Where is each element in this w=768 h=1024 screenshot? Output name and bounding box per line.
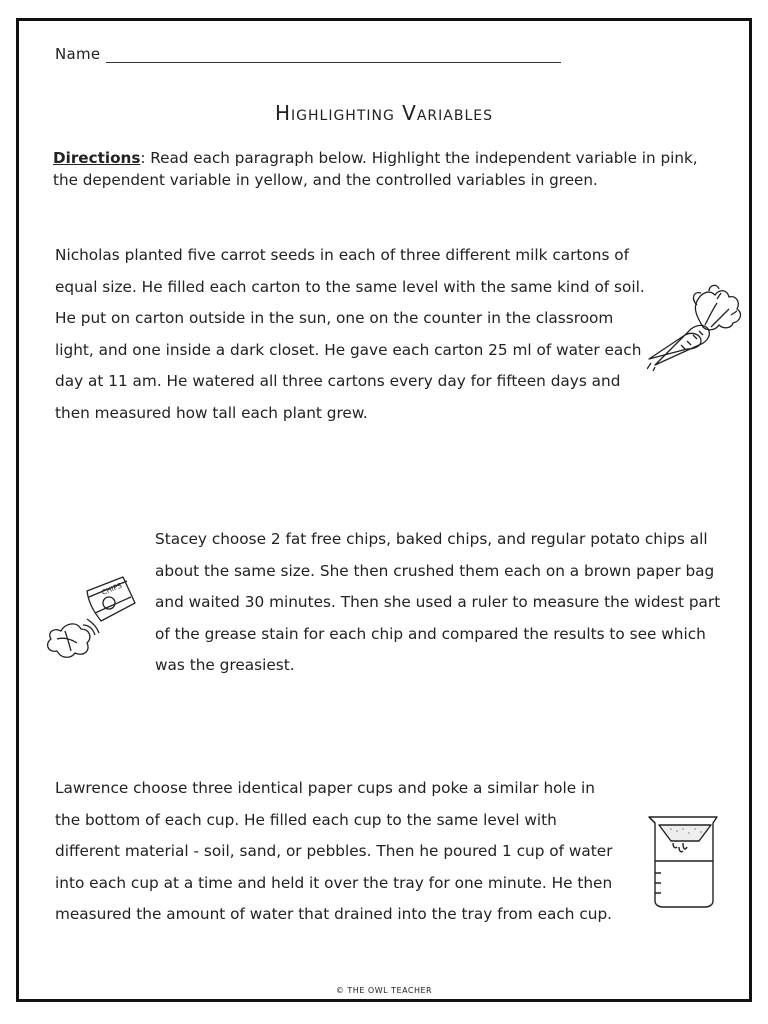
footer-credit: © THE OWL TEACHER <box>335 986 433 995</box>
name-label: Name <box>55 45 101 63</box>
carrots-icon <box>647 279 747 371</box>
paragraph-stacey: Stacey choose 2 fat free chips, baked chips, and regular potato chips all about the same size. She then crushed them each on a brown paper bag and waited 30 minutes. Then she used a ruler to measure the widest part of the grease stain for each chip and compared the results to see which was the greasiest. <box>155 530 721 674</box>
directions <box>53 147 725 191</box>
beaker-icon <box>643 813 723 909</box>
page-title: Highlighting Variables <box>274 101 494 125</box>
paragraph-lawrence: Lawrence choose three identical paper cups and poke a similar hole in the bottom of each cup. He filled each cup to the same level with different material - soil, sand, or pebbles. Then he poured 1 cup of water into each cup at a time and held it over the tray for one minute. He then measured the amount of water that drained into the tray from each cup. <box>55 779 613 923</box>
chips-bag-text: CHIPS <box>100 581 124 597</box>
name-field-row <box>55 45 561 63</box>
directions-text: : Read each paragraph below. Highlight the independent variable in pink, the dependent variable in yellow, and the controlled variables in green. <box>53 149 698 189</box>
paragraph-nicholas: Nicholas planted five carrot seeds in each of three different milk cartons of equal size. He filled each carton to the same level with the same kind of soil. He put on carton outside in the sun, one on the counter in the classroom light, and one inside a dark closet. He gave each carton 25 ml of water each day at 11 am. He watered all three cartons every day for fifteen days and then measured how tall each plant grew. <box>55 246 645 422</box>
worksheet-page <box>16 18 752 1002</box>
name-input-line[interactable] <box>106 49 561 63</box>
chips-bag-icon <box>43 573 139 665</box>
directions-label: Directions <box>53 149 141 167</box>
